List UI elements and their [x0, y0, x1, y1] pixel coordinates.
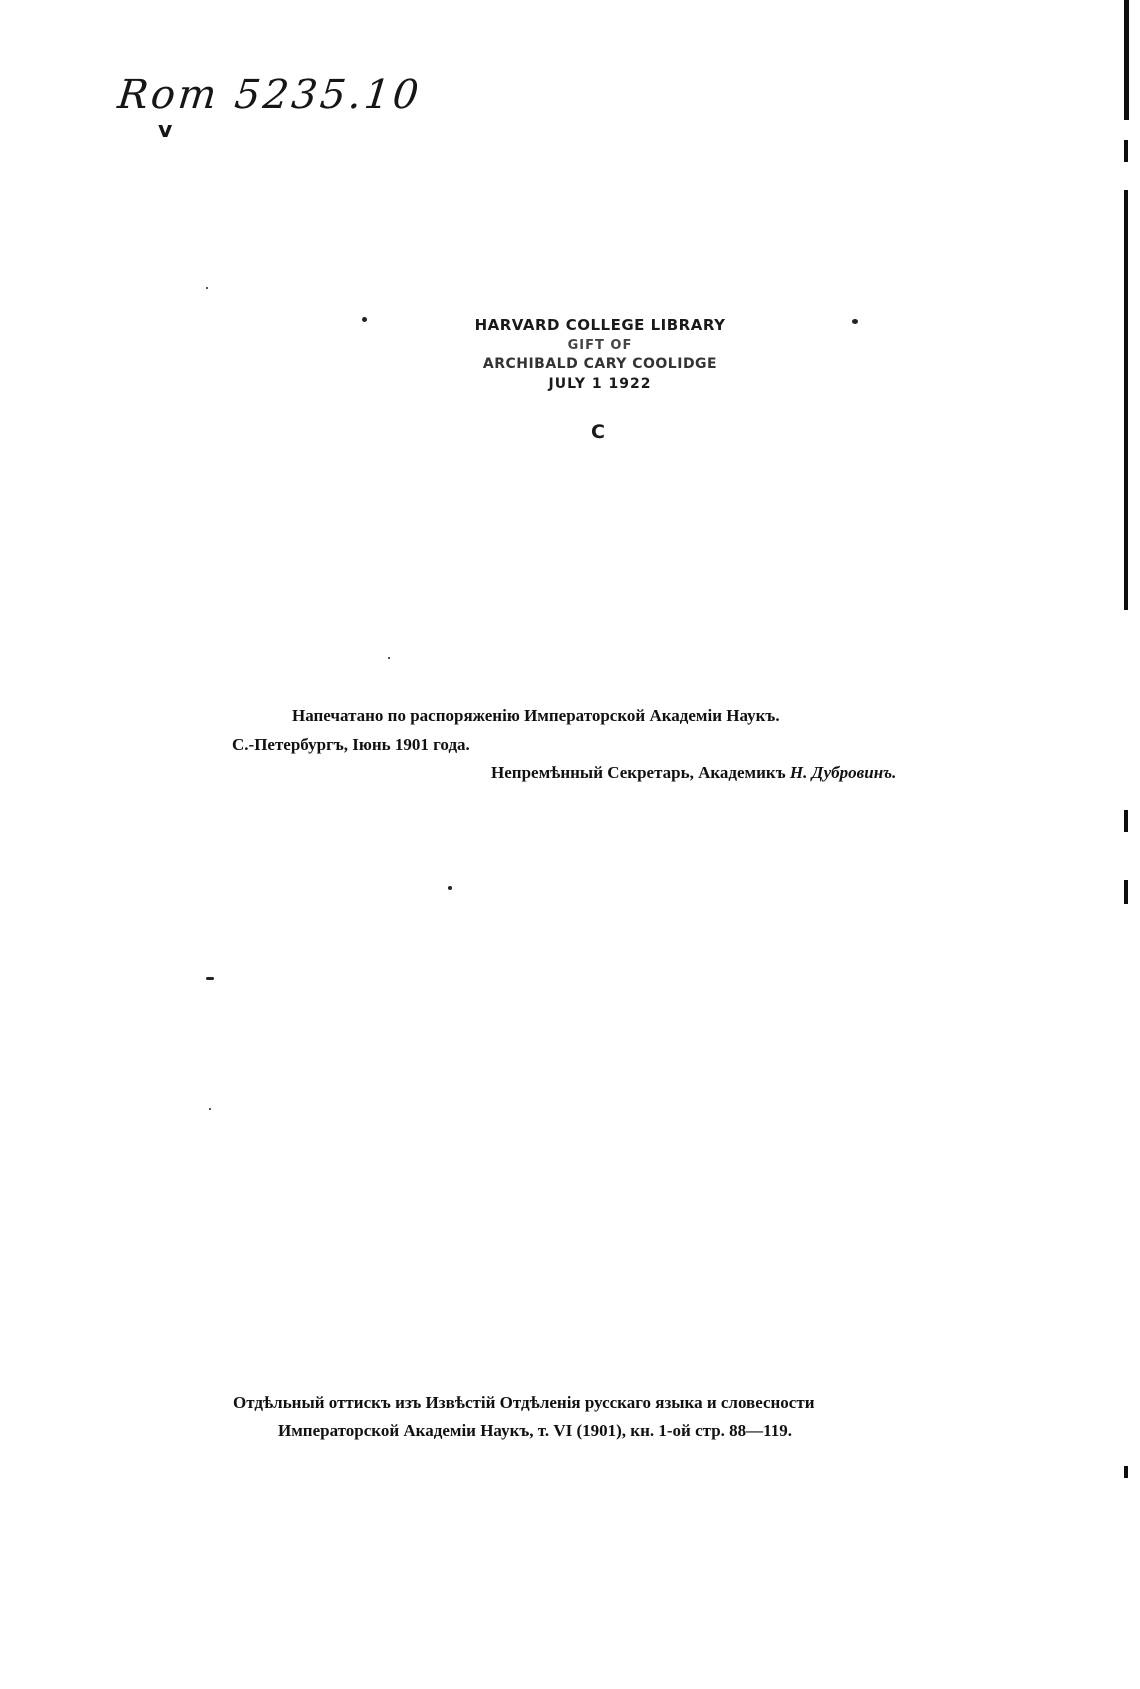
imprint-secretary-title: Непремѣнный Секретарь, Академикъ [491, 763, 790, 782]
scan-speck [852, 319, 858, 324]
imprint-line-1: Напечатано по распоряженію Императорской Академіи Наукъ. [292, 706, 780, 725]
imprint-line-2: С.-Петербургъ, Іюнь 1901 года. [232, 735, 470, 754]
scan-speck [388, 657, 390, 659]
stamp-library-name: HARVARD COLLEGE LIBRARY [474, 316, 726, 334]
offprint-line-1: Отдѣльный оттискъ изъ Извѣстій Отдѣленія русскаго языка и словесности [233, 1393, 815, 1412]
handwritten-check: v [158, 118, 173, 143]
library-stamp [460, 316, 740, 396]
scan-speck [362, 317, 367, 322]
imprint-secretary-name: Н. Дубровинъ. [789, 763, 897, 782]
stamp-mark: C [591, 421, 605, 443]
handwritten-shelfmark: Rom 5235.10 [115, 72, 424, 118]
scan-speck [206, 287, 208, 289]
offprint-line-2: Императорской Академіи Наукъ, т. VI (1901), кн. 1-ой стр. 88—119. [278, 1421, 792, 1440]
stamp-gift-of: GIFT OF [567, 338, 633, 353]
stamp-donor: ARCHIBALD CARY COOLIDGE [482, 356, 718, 372]
scan-speck [209, 1108, 211, 1110]
scan-speck [448, 886, 452, 890]
imprint-line-3 [491, 763, 896, 783]
scan-speck [206, 977, 214, 980]
binding-edge [1124, 0, 1130, 1689]
stamp-date: JULY 1 1922 [548, 376, 652, 392]
